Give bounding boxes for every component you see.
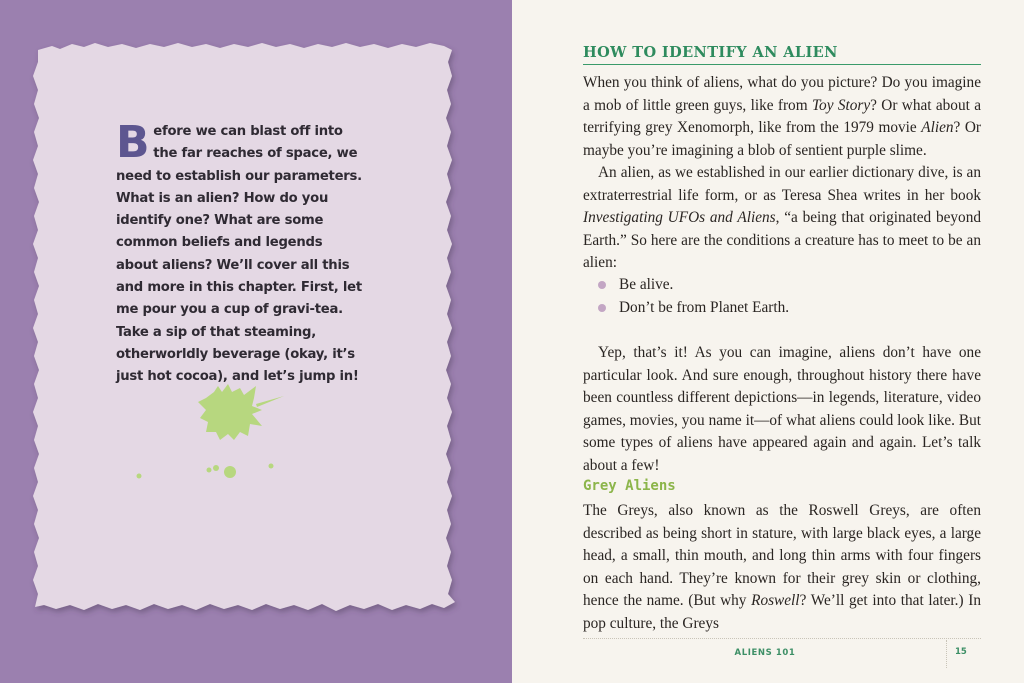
footer-vertical-divider (946, 640, 947, 668)
bullet-dot-icon (598, 281, 606, 289)
page-number: 15 (955, 647, 967, 657)
p4-text-2: ? We’ll get into that later.) In pop culture, the Greys (583, 592, 981, 632)
p1-italic-alien: Alien (921, 119, 954, 137)
subheading-grey-aliens: Grey Aliens (583, 478, 676, 494)
intro-text: efore we can blast off into the far reaches of space, we need to establish our parameters. What is an alien? How do you identify one? What are some common beliefs and legends about aliens? We’ll cover all this and more in this chapter. First, let me pour you a cup of gravi-tea. Take a sip of that steaming, otherworldly beverage (okay, it’s just hot cocoa), and let’s jump in! (116, 124, 362, 385)
bullet-dot-icon (598, 304, 606, 312)
p4-italic-roswell: Roswell (751, 592, 800, 610)
footer-divider (583, 638, 981, 639)
p4-text: The Greys, also known as the Roswell Greys, are often described as being short in stature, with large black eyes, a large head, a small, thin mouth, and long thin arms with four fingers on each hand. They’re known for their grey skin or clothing, hence the name. (But why (583, 502, 981, 610)
intro-paragraph (116, 117, 366, 389)
paragraph-1 (583, 72, 981, 162)
p2-text: An alien, as we established in our earlier dictionary dive, is an extraterrestrial life form, or as Teresa Shea writes in her book (583, 164, 981, 204)
section-heading: HOW TO IDENTIFY AN ALIEN (583, 44, 981, 65)
conditions-list (598, 274, 789, 319)
list-item (598, 274, 789, 297)
p1-text-2: ? Or what about a terrifying grey Xenomorph, like from the 1979 movie (583, 96, 981, 137)
list-item-text: Don’t be from Planet Earth. (619, 298, 790, 316)
paragraph-3: Yep, that’s it! As you can imagine, aliens don’t have one particular look. And sure enough, throughout history there have been countless different depictions—in legends, literature, video games, movies, you name it—of what aliens could look like. But some types of aliens have appeared again and again. Let’s talk about a few! (583, 344, 981, 474)
p1-text: When you think of aliens, what do you picture? Do you imagine a mob of little green guys, like from (583, 74, 981, 114)
drop-cap: B (116, 117, 150, 168)
p1-italic-toy-story: Toy Story (811, 96, 871, 114)
p2-text-2: , “a being that originated beyond Earth.” So here are the conditions a creature has to meet to be an alien: (583, 209, 982, 272)
p1-text-3: ? Or maybe you’re imagining a blob of sentient purple slime. (583, 119, 982, 159)
running-footer-title: ALIENS 101 (734, 648, 796, 658)
list-item-text: Be alive. (619, 276, 674, 293)
p2-italic-book-title: Investigating UFOs and Aliens (583, 209, 776, 227)
list-item (598, 297, 789, 320)
paragraph-2 (583, 162, 981, 275)
paragraph-4 (583, 500, 981, 636)
